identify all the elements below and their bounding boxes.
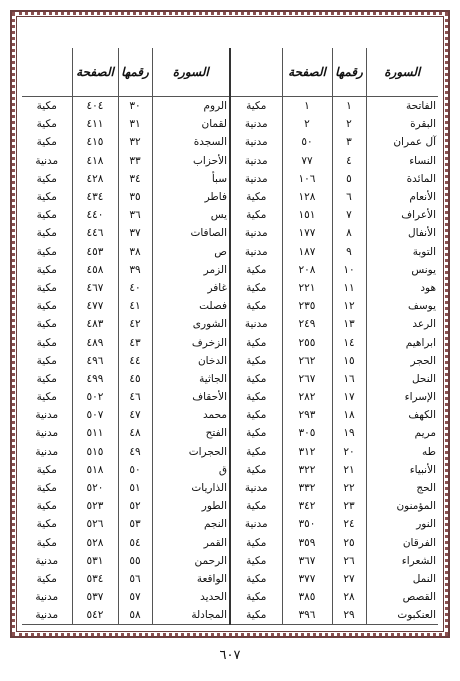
table-row xyxy=(22,152,438,170)
surah-number-right: ١ xyxy=(332,97,366,116)
surah-page-right: ٢٩٣ xyxy=(282,406,332,424)
header-page-left: الصفحة xyxy=(72,48,118,97)
surah-type-left: مكية xyxy=(36,372,57,385)
surah-type-right: مدنية xyxy=(230,515,282,533)
surah-page-right: ٣٠٥ xyxy=(282,424,332,442)
surah-number-left: ٥٧ xyxy=(118,588,152,606)
surah-type-right: مكية xyxy=(230,261,282,279)
table-row xyxy=(22,133,438,151)
surah-number-left: ٥٣ xyxy=(118,515,152,533)
surah-page-right: ١ xyxy=(282,97,332,116)
header-number-left: رقمها xyxy=(118,48,152,97)
surah-type-left: مكية xyxy=(36,136,57,149)
surah-type-right: مدنية xyxy=(230,479,282,497)
table-row xyxy=(22,388,438,406)
surah-type-right: مكية xyxy=(230,588,282,606)
surah-page-right: ٣٤٢ xyxy=(282,497,332,515)
surah-name-right: هود xyxy=(366,279,438,297)
surah-page-left: ٤٨٣ xyxy=(72,315,118,333)
header-name-right: السورة xyxy=(366,48,438,97)
surah-name-right: مريم xyxy=(366,424,438,442)
surah-type-left: مكية xyxy=(36,227,57,240)
surah-page-left: ٤٠٤ xyxy=(72,97,118,116)
surah-page-right: ٣٧٧ xyxy=(282,570,332,588)
surah-page-right: ٢٦٢ xyxy=(282,352,332,370)
surah-name-left: النجم xyxy=(152,515,230,533)
surah-page-right: ٢٤٩ xyxy=(282,315,332,333)
surah-type-right: مكية xyxy=(230,552,282,570)
surah-page-left: ٤٩٦ xyxy=(72,352,118,370)
surah-name-left: الذاريات xyxy=(152,479,230,497)
surah-name-left: سبأ xyxy=(152,170,230,188)
surah-page-left: ٥٤٢ xyxy=(72,606,118,625)
surah-type-left: مكية xyxy=(36,572,57,585)
surah-type-left: مدنية xyxy=(35,591,59,604)
surah-name-right: الرعد xyxy=(366,315,438,333)
surah-number-left: ٥٨ xyxy=(118,606,152,625)
surah-name-left: فصلت xyxy=(152,297,230,315)
surah-type-right: مكية xyxy=(230,97,282,116)
header-type-right xyxy=(230,48,282,97)
surah-number-left: ٣٣ xyxy=(118,152,152,170)
surah-number-left: ٤٢ xyxy=(118,315,152,333)
surah-page-left: ٥٢٣ xyxy=(72,497,118,515)
table-row xyxy=(22,352,438,370)
surah-type-left: مكية xyxy=(36,482,57,495)
surah-page-right: ١٥١ xyxy=(282,206,332,224)
surah-number-left: ٥٠ xyxy=(118,461,152,479)
surah-page-right: ١٧٧ xyxy=(282,224,332,242)
surah-number-left: ٣١ xyxy=(118,115,152,133)
table-row xyxy=(22,570,438,588)
surah-type-right: مكية xyxy=(230,534,282,552)
surah-page-right: ٢٥٥ xyxy=(282,333,332,351)
surah-type-left: مكية xyxy=(36,172,57,185)
surah-page-left: ٥٣٧ xyxy=(72,588,118,606)
surah-type-right: مكية xyxy=(230,388,282,406)
table-row xyxy=(22,406,438,424)
table-row xyxy=(22,534,438,552)
surah-page-right: ٧٧ xyxy=(282,152,332,170)
surah-page-right: ٣٣٢ xyxy=(282,479,332,497)
surah-type-left: مكية xyxy=(36,536,57,549)
surah-type-right: مكية xyxy=(230,424,282,442)
table-row xyxy=(22,370,438,388)
surah-number-right: ٢٢ xyxy=(332,479,366,497)
table-row xyxy=(22,424,438,442)
surah-page-left: ٤٢٨ xyxy=(72,170,118,188)
surah-type-left: مكية xyxy=(36,518,57,531)
surah-type-right: مكية xyxy=(230,370,282,388)
surah-name-left: الواقعة xyxy=(152,570,230,588)
surah-number-left: ٤٨ xyxy=(118,424,152,442)
surah-type-right: مكية xyxy=(230,443,282,461)
surah-type-right: مكية xyxy=(230,406,282,424)
surah-number-right: ١٦ xyxy=(332,370,366,388)
surah-type-right: مدنية xyxy=(230,152,282,170)
surah-number-right: ١٠ xyxy=(332,261,366,279)
surah-page-left: ٤٦٧ xyxy=(72,279,118,297)
header-page-right: الصفحة xyxy=(282,48,332,97)
table-row xyxy=(22,515,438,533)
page-number: ٦٠٧ xyxy=(219,648,241,663)
surah-number-left: ٤٥ xyxy=(118,370,152,388)
surah-type-right: مدنية xyxy=(230,315,282,333)
table-row xyxy=(22,606,438,625)
surah-name-left: الطور xyxy=(152,497,230,515)
surah-type-left: مكية xyxy=(36,281,57,294)
surah-name-left: الزمر xyxy=(152,261,230,279)
surah-name-right: الكهف xyxy=(366,406,438,424)
surah-type-right: مدنية xyxy=(230,170,282,188)
surah-page-right: ١٢٨ xyxy=(282,188,332,206)
surah-name-right: يوسف xyxy=(366,297,438,315)
surah-number-left: ٥٥ xyxy=(118,552,152,570)
surah-type-left: مدنية xyxy=(22,606,72,625)
surah-type-right: مكية xyxy=(230,461,282,479)
surah-page-left: ٤٥٨ xyxy=(72,261,118,279)
surah-page-left: ٤١٥ xyxy=(72,133,118,151)
surah-page-left: ٤٧٧ xyxy=(72,297,118,315)
surah-page-left: ٤٤٠ xyxy=(72,206,118,224)
surah-number-right: ٢٠ xyxy=(332,443,366,461)
surah-type-right: مكية xyxy=(230,297,282,315)
surah-page-left: ٥١٥ xyxy=(72,443,118,461)
surah-page-left: ٤٤٦ xyxy=(72,224,118,242)
surah-page-left: ٤٨٩ xyxy=(72,333,118,351)
surah-name-right: طه xyxy=(366,443,438,461)
surah-type-left: مدنية xyxy=(35,409,59,422)
surah-name-right: الإسراء xyxy=(366,388,438,406)
table-row xyxy=(22,552,438,570)
surah-type-right: مكية xyxy=(230,352,282,370)
surah-type-left: مدنية xyxy=(35,427,59,440)
surah-number-left: ٣٠ xyxy=(118,97,152,116)
surah-type-left: مكية xyxy=(36,391,57,404)
surah-number-left: ٣٤ xyxy=(118,170,152,188)
table-row xyxy=(22,333,438,351)
surah-page-left: ٥٢٨ xyxy=(72,534,118,552)
surah-number-left: ٤٦ xyxy=(118,388,152,406)
surah-type-right: مكية xyxy=(230,333,282,351)
surah-page-left: ٥٠٢ xyxy=(72,388,118,406)
surah-number-right: ٥ xyxy=(332,170,366,188)
surah-type-left: مكية xyxy=(36,263,57,276)
surah-name-right: النور xyxy=(366,515,438,533)
surah-number-right: ٢٩ xyxy=(332,606,366,625)
surah-name-right: الشعراء xyxy=(366,552,438,570)
surah-type-left: مكية xyxy=(36,245,57,258)
surah-name-left: الشورى xyxy=(152,315,230,333)
surah-name-right: النساء xyxy=(366,152,438,170)
surah-number-right: ١٢ xyxy=(332,297,366,315)
surah-name-right: آل عمران xyxy=(366,133,438,151)
surah-name-left: القمر xyxy=(152,534,230,552)
surah-number-right: ١٩ xyxy=(332,424,366,442)
surah-type-left: مكية xyxy=(36,336,57,349)
surah-page-left: ٥١١ xyxy=(72,424,118,442)
surah-name-right: النمل xyxy=(366,570,438,588)
surah-page-left: ٥٠٧ xyxy=(72,406,118,424)
surah-name-left: الحجرات xyxy=(152,443,230,461)
surah-page-right: ٣٦٧ xyxy=(282,552,332,570)
surah-type-right: مدنية xyxy=(230,115,282,133)
surah-name-left: الحديد xyxy=(152,588,230,606)
surah-name-right: الحجر xyxy=(366,352,438,370)
surah-name-left: ص xyxy=(152,243,230,261)
surah-type-right: مدنية xyxy=(230,243,282,261)
surah-name-right: ابراهيم xyxy=(366,333,438,351)
table-row xyxy=(22,170,438,188)
table-row xyxy=(22,243,438,261)
surah-name-left: الأحزاب xyxy=(152,152,230,170)
surah-type-right: مدنية xyxy=(230,224,282,242)
surah-name-left: الزخرف xyxy=(152,333,230,351)
surah-index-table xyxy=(22,48,438,625)
surah-type-right: مكية xyxy=(230,570,282,588)
surah-name-left: يس xyxy=(152,206,230,224)
surah-name-right: الحج xyxy=(366,479,438,497)
surah-name-left: ق xyxy=(152,461,230,479)
surah-page-right: ٣٥٩ xyxy=(282,534,332,552)
surah-type-left: مكية xyxy=(36,500,57,513)
surah-number-right: ١١ xyxy=(332,279,366,297)
surah-type-right: مكية xyxy=(230,206,282,224)
surah-name-right: المائدة xyxy=(366,170,438,188)
surah-page-right: ٢٦٧ xyxy=(282,370,332,388)
table-row xyxy=(22,206,438,224)
surah-number-right: ١٥ xyxy=(332,352,366,370)
table-row xyxy=(22,279,438,297)
surah-name-left: الرحمن xyxy=(152,552,230,570)
surah-page-right: ٢٣٥ xyxy=(282,297,332,315)
surah-number-left: ٤١ xyxy=(118,297,152,315)
surah-page-left: ٥١٨ xyxy=(72,461,118,479)
surah-page-left: ٥٣١ xyxy=(72,552,118,570)
surah-name-right: الأنبياء xyxy=(366,461,438,479)
surah-name-right: القصص xyxy=(366,588,438,606)
surah-name-right: البقرة xyxy=(366,115,438,133)
surah-number-right: ٦ xyxy=(332,188,366,206)
surah-type-left: مكية xyxy=(36,191,57,204)
surah-name-left: الصافات xyxy=(152,224,230,242)
surah-number-left: ٣٨ xyxy=(118,243,152,261)
surah-page-left: ٥٢٠ xyxy=(72,479,118,497)
surah-number-right: ١٣ xyxy=(332,315,366,333)
surah-number-right: ٢٨ xyxy=(332,588,366,606)
surah-page-right: ١٠٦ xyxy=(282,170,332,188)
surah-page-right: ٢٠٨ xyxy=(282,261,332,279)
header-number-right: رقمها xyxy=(332,48,366,97)
header-type-left xyxy=(22,48,72,97)
surah-type-right: مكية xyxy=(230,188,282,206)
surah-name-right: المؤمنون xyxy=(366,497,438,515)
table-row xyxy=(22,443,438,461)
surah-page-right: ٣٨٥ xyxy=(282,588,332,606)
surah-number-right: ١٧ xyxy=(332,388,366,406)
surah-name-right: الفرقان xyxy=(366,534,438,552)
surah-page-left: ٤١١ xyxy=(72,115,118,133)
surah-type-left: مكية xyxy=(36,354,57,367)
surah-page-right: ٣٢٢ xyxy=(282,461,332,479)
surah-page-right: ٣٥٠ xyxy=(282,515,332,533)
surah-name-left: محمد xyxy=(152,406,230,424)
surah-number-left: ٤٠ xyxy=(118,279,152,297)
table-row xyxy=(22,97,438,116)
surah-number-left: ٤٣ xyxy=(118,333,152,351)
surah-name-right: النحل xyxy=(366,370,438,388)
surah-type-left: مكية xyxy=(36,463,57,476)
surah-name-right: التوبة xyxy=(366,243,438,261)
surah-page-right: ١٨٧ xyxy=(282,243,332,261)
surah-number-right: ٢٦ xyxy=(332,552,366,570)
surah-number-left: ٣٢ xyxy=(118,133,152,151)
surah-name-left: الروم xyxy=(152,97,230,116)
surah-number-right: ٨ xyxy=(332,224,366,242)
surah-number-right: ٢٧ xyxy=(332,570,366,588)
surah-number-left: ٤٤ xyxy=(118,352,152,370)
surah-type-right: مكية xyxy=(230,497,282,515)
surah-name-left: المجادلة xyxy=(152,606,230,625)
surah-page-left: ٥٢٦ xyxy=(72,515,118,533)
table-row xyxy=(22,461,438,479)
surah-number-right: ٢٥ xyxy=(332,534,366,552)
surah-number-right: ٢ xyxy=(332,115,366,133)
surah-name-right: العنكبوت xyxy=(366,606,438,625)
surah-name-right: الفاتحة xyxy=(366,97,438,116)
surah-number-right: ٩ xyxy=(332,243,366,261)
surah-number-left: ٣٧ xyxy=(118,224,152,242)
surah-page-right: ٢٨٢ xyxy=(282,388,332,406)
surah-page-left: ٤٩٩ xyxy=(72,370,118,388)
surah-type-left: مدنية xyxy=(35,154,59,167)
surah-type-left: مكية xyxy=(36,318,57,331)
surah-number-right: ٢٣ xyxy=(332,497,366,515)
surah-number-left: ٤٩ xyxy=(118,443,152,461)
surah-page-right: ٣١٢ xyxy=(282,443,332,461)
surah-number-left: ٤٧ xyxy=(118,406,152,424)
surah-number-right: ٤ xyxy=(332,152,366,170)
surah-type-left: مكية xyxy=(36,209,57,222)
surah-number-right: ١٤ xyxy=(332,333,366,351)
surah-name-right: يونس xyxy=(366,261,438,279)
table-row xyxy=(22,588,438,606)
surah-type-left: مدنية xyxy=(35,445,59,458)
table-row xyxy=(22,297,438,315)
surah-name-right: الأعراف xyxy=(366,206,438,224)
table-header-row xyxy=(22,48,438,97)
surah-type-left: مدنية xyxy=(35,554,59,567)
surah-type-left: مكية xyxy=(36,100,57,113)
surah-number-right: ١٨ xyxy=(332,406,366,424)
table-row xyxy=(22,315,438,333)
surah-page-left: ٤١٨ xyxy=(72,152,118,170)
surah-name-left: الأحقاف xyxy=(152,388,230,406)
surah-page-left: ٤٥٣ xyxy=(72,243,118,261)
surah-number-right: ٣ xyxy=(332,133,366,151)
table-row xyxy=(22,261,438,279)
surah-number-right: ٧ xyxy=(332,206,366,224)
surah-number-left: ٣٥ xyxy=(118,188,152,206)
table-row xyxy=(22,188,438,206)
surah-name-left: الجاثية xyxy=(152,370,230,388)
surah-page-left: ٥٣٤ xyxy=(72,570,118,588)
surah-page-right: ٥٠ xyxy=(282,133,332,151)
table-row xyxy=(22,224,438,242)
surah-name-right: الأنفال xyxy=(366,224,438,242)
table-row xyxy=(22,479,438,497)
surah-number-left: ٥٢ xyxy=(118,497,152,515)
surah-page-right: ٢٢١ xyxy=(282,279,332,297)
surah-number-left: ٣٦ xyxy=(118,206,152,224)
header-name-left: السورة xyxy=(152,48,230,97)
surah-number-right: ٢٤ xyxy=(332,515,366,533)
surah-name-left: السجدة xyxy=(152,133,230,151)
surah-type-right: مدنية xyxy=(230,133,282,151)
surah-number-right: ٢١ xyxy=(332,461,366,479)
table-row xyxy=(22,497,438,515)
table-row xyxy=(22,115,438,133)
surah-name-right: الأنعام xyxy=(366,188,438,206)
surah-type-left: مكية xyxy=(36,300,57,313)
surah-type-right: مكية xyxy=(230,606,282,625)
surah-name-left: الفتح xyxy=(152,424,230,442)
surah-number-left: ٥٤ xyxy=(118,534,152,552)
surah-page-right: ٣٩٦ xyxy=(282,606,332,625)
surah-page-right: ٢ xyxy=(282,115,332,133)
surah-type-left: مكية xyxy=(36,118,57,131)
surah-name-left: لقمان xyxy=(152,115,230,133)
surah-number-left: ٥١ xyxy=(118,479,152,497)
surah-number-left: ٣٩ xyxy=(118,261,152,279)
surah-type-right: مكية xyxy=(230,279,282,297)
surah-page-left: ٤٣٤ xyxy=(72,188,118,206)
surah-name-left: الدخان xyxy=(152,352,230,370)
surah-number-left: ٥٦ xyxy=(118,570,152,588)
surah-name-left: فاطر xyxy=(152,188,230,206)
surah-name-left: غافر xyxy=(152,279,230,297)
